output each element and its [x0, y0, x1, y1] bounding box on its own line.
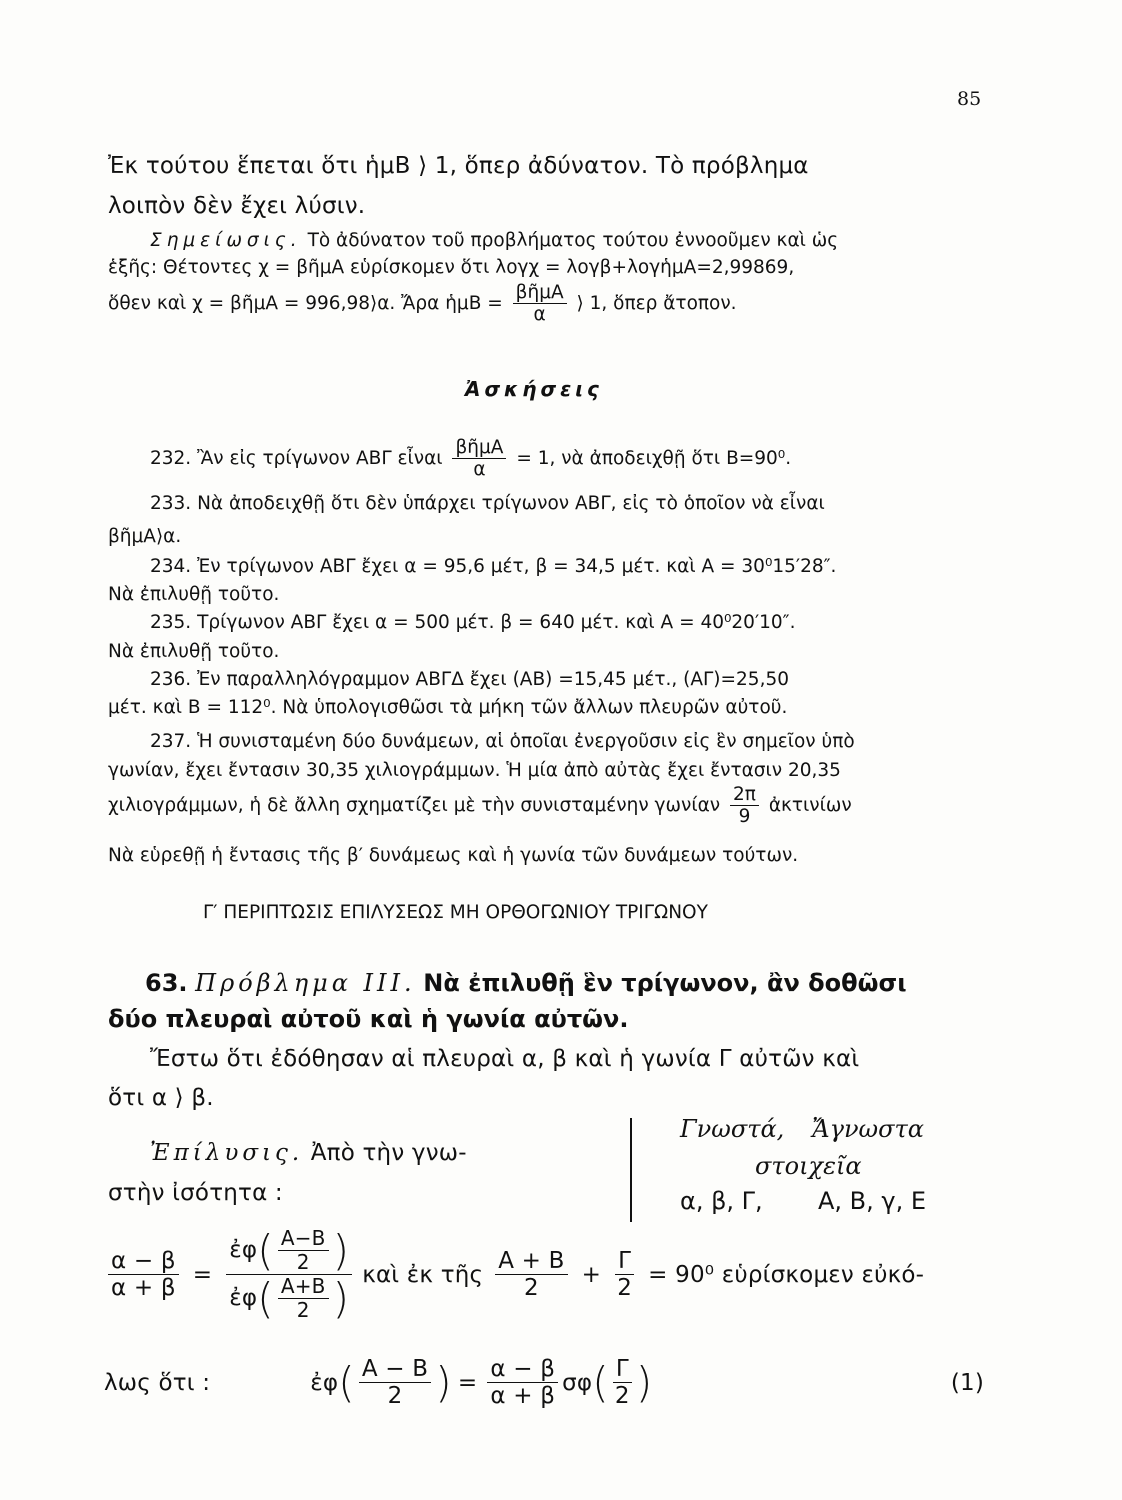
formula-1-g [615, 1249, 634, 1300]
formula-1-rest: = 90⁰ εὑρίσκομεν εὐκό- [648, 1261, 925, 1288]
table-divider [630, 1118, 632, 1222]
exercise-237-line-3 [108, 785, 852, 827]
solution-line-1 [150, 1140, 467, 1166]
exercise-236-line-2: μέτ. καὶ Β = 112⁰. Νὰ ὑπολογισθῶσι τὰ μήκη τῶν ἄλλων πλευρῶν αὐτοῦ. [108, 697, 788, 718]
formula-1-ab-num: Α + Β [495, 1249, 567, 1275]
problem-label: Πρόβλημα ΙΙΙ. [195, 969, 416, 997]
problem-title-2: δύο πλευραὶ αὐτοῦ καὶ ἡ γωνία αὐτῶν. [108, 1005, 629, 1033]
problem-number: 63. [145, 969, 188, 997]
formula-2-c-num: Γ [613, 1357, 632, 1383]
exercise-234-line-1: 234. Ἐν τρίγωνον ΑΒΓ ἔχει α = 95,6 μέτ, β = 34,5 μέτ. καὶ Α = 30⁰15′28″. [150, 556, 837, 577]
formula-1-tan-top [226, 1225, 352, 1275]
paren-open-icon: ( [257, 1273, 274, 1323]
note-fraction-num: βῆμΑ [513, 283, 567, 304]
formula-1-kai: καὶ ἐκ τῆς [362, 1261, 484, 1288]
exercise-237-text-b: ἀκτινίων [768, 794, 852, 816]
note-line-2: ἑξῆς: Θέτοντες χ = βῆμΑ εὑρίσκομεν ὅτι λογχ = λογβ+λογἡμΑ=2,99869, [108, 257, 795, 278]
formula-1-g-den: 2 [617, 1275, 633, 1301]
page-number: 85 [957, 88, 982, 110]
exercise-233-line-2: βῆμΑ⟩α. [108, 526, 182, 547]
exercise-237-line-4: Νὰ εὑρεθῇ ἡ ἔντασις τῆς β′ δυνάμεως καὶ ἡ γωνία τῶν δυνάμεων τούτων. [108, 845, 799, 866]
note-text-3b: ⟩ 1, ὅπερ ἄτοπον. [576, 292, 737, 314]
formula-1-ef-bottom: ἐφ [229, 1285, 258, 1312]
given-line-1: Ἔστω ὅτι ἐδόθησαν αἱ πλευραὶ α, β καὶ ἡ γωνία Γ αὐτῶν καὶ [150, 1046, 860, 1072]
formula-2-b-den: α + β [490, 1383, 556, 1410]
unknown-values: Α, Β, γ, Ε [818, 1187, 927, 1215]
exercise-236-line-1: 236. Ἐν παραλληλόγραμμον ΑΒΓΔ ἔχει (ΑΒ) =15,45 μέτ., (ΑΓ)=25,50 [150, 669, 789, 690]
note-text-1: Τὸ ἀδύνατον τοῦ προβλήματος τούτου ἐννοοῦμεν καὶ ὡς [307, 230, 839, 251]
formula-1-bottom-inner-den: 2 [296, 1298, 310, 1322]
paren-open-icon: ( [338, 1357, 355, 1407]
formula-2-b [487, 1357, 558, 1408]
exercise-232-fraction [452, 438, 506, 480]
exercises-heading: Ἀσκήσεις [465, 377, 603, 401]
paren-close-icon: ) [635, 1357, 653, 1407]
formula-2-sf: σφ [562, 1369, 593, 1396]
exercise-232-text-b: = 1, νὰ ἀποδειχθῇ ὅτι Β=90⁰. [516, 447, 792, 469]
formula-1-top-inner [278, 1228, 329, 1273]
solution-text-1: Ἀπὸ τὴν γνω- [310, 1140, 467, 1166]
formula-1-top-inner-den: 2 [296, 1250, 310, 1274]
formula-2-c [613, 1357, 632, 1408]
formula-2-a-num: Α − Β [359, 1357, 431, 1383]
formula-2-c-den: 2 [614, 1383, 630, 1410]
formula-2 [104, 1357, 984, 1408]
formula-1-tan-ratio [226, 1225, 352, 1323]
known-values: α, β, Γ, [680, 1187, 763, 1215]
formula-1-ab [495, 1249, 567, 1300]
formula-1-g-num: Γ [615, 1249, 634, 1275]
paren-open-icon: ( [257, 1225, 274, 1275]
paren-close-icon: ) [435, 1357, 452, 1407]
note-line-1 [150, 230, 838, 251]
exercise-232-den: α [473, 459, 486, 481]
exercise-232-text-a: 232. Ἂν εἰς τρίγωνον ΑΒΓ εἶναι [150, 447, 443, 469]
exercise-237-den: 9 [738, 806, 751, 828]
exercise-232-num: βῆμΑ [452, 438, 506, 459]
exercise-237-line-2: γωνίαν, ἔχει ἔντασιν 30,35 χιλιογράμμων. Ἡ μία ἀπὸ αὐτὰς ἔχει ἔντασιν 20,35 [108, 760, 841, 781]
solution-label: Ἐπίλυσις. [150, 1140, 304, 1166]
formula-1-tan-bottom [229, 1275, 349, 1321]
exercise-233-line-1: 233. Νὰ ἀποδειχθῇ ὅτι δὲν ὑπάρχει τρίγωνον ΑΒΓ, εἰς τὸ ὁποῖον νὰ εἶναι [150, 493, 825, 514]
intro-line-1: Ἐκ τούτου ἕπεται ὅτι ἡμΒ ⟩ 1, ὅπερ ἀδύνατον. Τὸ πρόβλημα [108, 153, 809, 179]
formula-2-tag: (1) [950, 1369, 984, 1396]
formula-1-ab-den: 2 [524, 1275, 539, 1301]
formula-1-plus: + [581, 1261, 602, 1288]
elements-header: στοιχεῖα [755, 1152, 862, 1180]
exercise-237-fraction [730, 785, 759, 827]
formula-2-pre: λως ὅτι : [104, 1369, 211, 1396]
section-title: Γ′ ΠΕΡΙΠΤΩΣΙΣ ΕΠΙΛΥΣΕΩΣ ΜΗ ΟΡΘΟΓΩΝΙΟΥ ΤΡΙΓΩΝΟΥ [203, 902, 708, 923]
problem-line-1 [145, 969, 907, 997]
exercise-235-line-1: 235. Τρίγωνον ΑΒΓ ἔχει α = 500 μέτ. β = 640 μέτ. καὶ Α = 40⁰20′10″. [150, 612, 796, 633]
given-line-2: ὅτι α ⟩ β. [108, 1085, 214, 1111]
paren-open-icon: ( [592, 1357, 609, 1407]
exercise-237-text-a: χιλιογράμμων, ἡ δὲ ἄλλη σχηματίζει μὲ τὴν συνισταμένην γωνίαν [108, 794, 721, 816]
formula-1-top-inner-num: Α−Β [278, 1228, 329, 1251]
paren-close-icon: ) [332, 1225, 350, 1275]
formula-1-lhs-num: α − β [108, 1249, 179, 1275]
formula-2-a [359, 1357, 431, 1408]
formula-1-bottom-inner-num: Α+Β [278, 1276, 329, 1299]
note-fraction [513, 283, 567, 325]
exercise-234-line-2: Νὰ ἐπιλυθῇ τοῦτο. [108, 584, 280, 605]
note-label: Σημείωσις. [150, 230, 302, 251]
paren-close-icon: ) [332, 1273, 350, 1323]
formula-1-eq: = [192, 1261, 213, 1288]
formula-1-lhs [108, 1249, 179, 1300]
exercise-237-num: 2π [730, 785, 759, 806]
known-header: Γνωστά, [680, 1115, 785, 1143]
formula-1 [104, 1225, 925, 1323]
intro-line-2: λοιπὸν δὲν ἔχει λύσιν. [108, 193, 366, 219]
formula-1-ef-top: ἐφ [229, 1237, 258, 1264]
formula-2-a-den: 2 [387, 1383, 403, 1410]
formula-1-bottom-inner [278, 1276, 329, 1321]
note-text-3a: ὅθεν καὶ χ = βῆμΑ = 996,98⟩α. Ἄρα ἡμΒ = [108, 292, 503, 314]
exercise-237-line-1: 237. Ἡ συνισταμένη δύο δυνάμεων, αἱ ὁποῖαι ἐνεργοῦσιν εἰς ἓν σημεῖον ὑπὸ [150, 731, 855, 752]
formula-2-ef: ἐφ [310, 1369, 339, 1396]
note-line-3 [108, 283, 737, 325]
exercise-232 [150, 438, 791, 480]
note-fraction-den: α [533, 304, 546, 326]
exercise-235-line-2: Νὰ ἐπιλυθῇ τοῦτο. [108, 641, 280, 662]
formula-2-eq: = [457, 1369, 478, 1396]
formula-1-lhs-den: α + β [111, 1275, 176, 1301]
problem-title-1: Νὰ ἐπιλυθῇ ἓν τρίγωνον, ἂν δοθῶσι [423, 969, 907, 997]
solution-line-2: στὴν ἰσότητα : [108, 1180, 283, 1206]
unknown-header: Ἄγνωστα [812, 1115, 924, 1143]
formula-2-b-num: α − β [487, 1357, 558, 1383]
